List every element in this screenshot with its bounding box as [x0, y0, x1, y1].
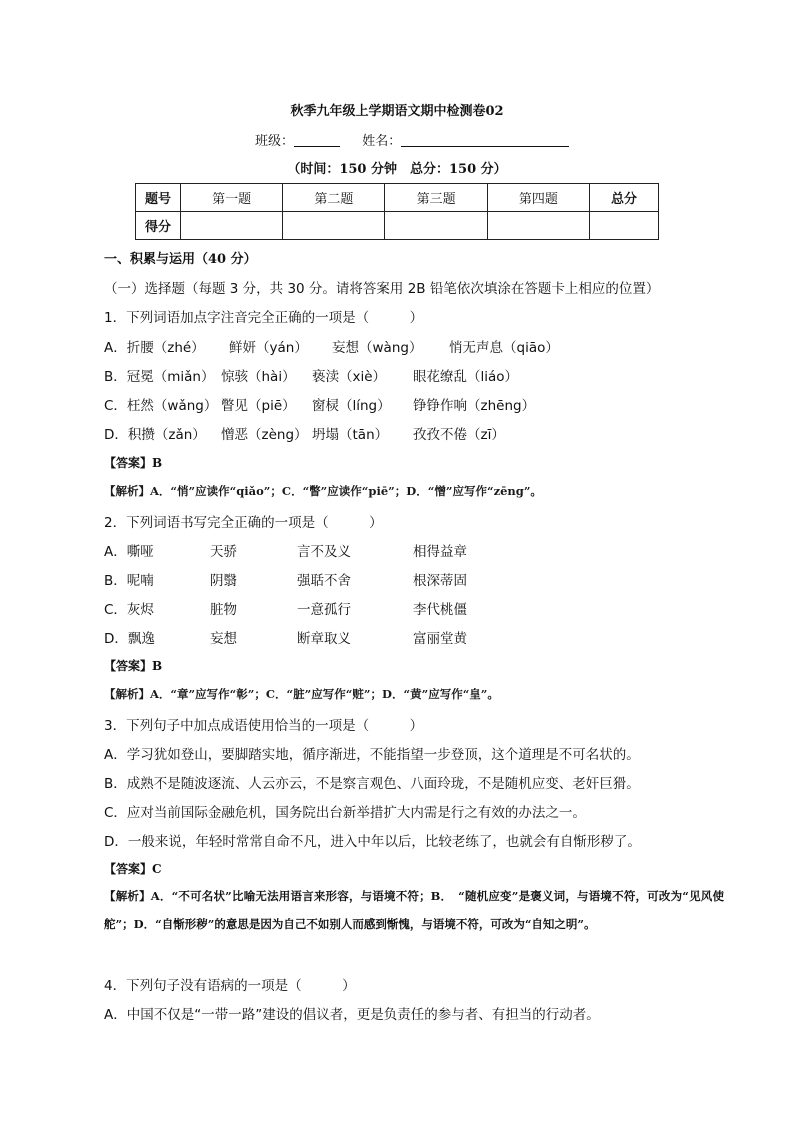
- analysis-paragraph: [104, 882, 724, 938]
- option-text: 根深蒂固: [413, 573, 467, 589]
- option-text[interactable]: B．成熟不是随波逐流、人云亦云，不是察言观色、八面玲珑，不是随机应变、老奸巨猾。: [104, 776, 640, 792]
- option-text[interactable]: C．灰烬: [104, 602, 154, 618]
- answer-line: [104, 454, 162, 471]
- option-text: 强聒不舍: [297, 573, 351, 589]
- option-text[interactable]: A．学习犹如登山，要脚踏实地，循序渐进，不能指望一步登顶，这个道理是不可名状的。: [104, 747, 640, 763]
- option-text: 脏物: [210, 602, 237, 618]
- table-cell: 第二题: [283, 184, 385, 212]
- option-text: 坍塌（tān）: [312, 427, 389, 443]
- analysis-line: [104, 483, 542, 499]
- option-text[interactable]: B．冠冕（miǎn）: [104, 369, 215, 385]
- answer-line: [104, 860, 162, 877]
- answer-tag: 【答案】: [104, 862, 153, 876]
- answer-line: [104, 657, 162, 674]
- table-cell: 题号: [136, 184, 181, 212]
- score-cell[interactable]: [181, 212, 283, 240]
- name-label: 姓名：: [362, 134, 402, 149]
- analysis-text: A．“悄”应读作“qiǎo”；C．“瞥”应读作“piē”；D．“憎”应写作“zēng”。: [150, 484, 542, 498]
- question-stem: 2．下列词语书写完全正确的一项是（ ）: [104, 515, 383, 531]
- table-cell: 总分: [589, 184, 658, 212]
- class-label: 班级：: [255, 134, 295, 149]
- analysis-text: A．“不可名状”比喻无法用语言来形容，与语境不符；B． “随机应变”是褒义词，与语境不符，可改为“见风使舵”；D．“自惭形秽”的意思是因为自己不如别人而感到惭愧，与语境不符，可改为“自知之明”。: [104, 889, 724, 931]
- section-heading: 一、积累与运用（40 分）: [104, 252, 257, 267]
- table-cell: 第四题: [487, 184, 589, 212]
- option-text: 妄想: [210, 631, 237, 647]
- page-title: 秋季九年级上学期语文期中检测卷02: [290, 104, 504, 119]
- question-stem: 3．下列句子中加点成语使用恰当的一项是（ ）: [104, 718, 424, 734]
- option-text: 断章取义: [297, 631, 351, 647]
- analysis-tag: 【解析】: [104, 687, 150, 701]
- option-text: 憎恶（zèng）: [221, 427, 308, 443]
- option-text[interactable]: D．积攒（zǎn）: [104, 427, 206, 443]
- option-text: 妄想（wàng）: [332, 340, 423, 356]
- option-text[interactable]: A．中国不仅是“一带一路”建设的倡议者，更是负责任的参与者、有担当的行动者。: [104, 1007, 600, 1023]
- option-text: 天骄: [210, 544, 237, 560]
- score-cell[interactable]: [283, 212, 385, 240]
- score-cell[interactable]: [487, 212, 589, 240]
- name-blank[interactable]: [401, 134, 569, 147]
- option-text: 李代桃僵: [413, 602, 467, 618]
- option-text[interactable]: A．嘶哑: [104, 544, 154, 560]
- option-text: 相得益章: [413, 544, 467, 560]
- section-subheading: （一）选择题（每题 3 分，共 30 分。请将答案用 2B 铅笔依次填涂在答题卡上相应的位置）: [104, 281, 660, 297]
- option-text: 惊骇（hài）: [221, 369, 296, 385]
- question-stem: 1．下列词语加点字注音完全正确的一项是（ ）: [104, 310, 424, 326]
- class-name-line: [255, 130, 569, 149]
- option-text: 眼花缭乱（liáo）: [413, 369, 519, 385]
- option-text: 铮铮作响（zhēng）: [413, 398, 536, 414]
- score-cell[interactable]: [589, 212, 658, 240]
- analysis-text: A．“章”应写作“彰”；C．“脏”应写作“赃”；D．“黄”应写作“皇”。: [150, 687, 499, 701]
- score-table: [135, 183, 659, 240]
- option-text: 一意孤行: [297, 602, 351, 618]
- table-cell: 得分: [136, 212, 181, 240]
- answer-value: B: [152, 456, 163, 470]
- table-cell: 第一题: [181, 184, 283, 212]
- option-text: 孜孜不倦（zī）: [413, 427, 505, 443]
- score-cell[interactable]: [385, 212, 487, 240]
- analysis-line: [104, 686, 499, 702]
- option-text: 悄无声息（qiāo）: [449, 340, 559, 356]
- answer-value: C: [152, 862, 162, 876]
- answer-tag: 【答案】: [104, 659, 153, 673]
- answer-tag: 【答案】: [104, 456, 153, 470]
- option-text[interactable]: D．飘逸: [104, 631, 155, 647]
- score-table-header-row: [136, 184, 659, 212]
- option-text[interactable]: C．枉然（wǎng）: [104, 398, 218, 414]
- score-table-score-row: [136, 212, 659, 240]
- option-text: 窗棂（líng）: [312, 398, 391, 414]
- analysis-tag: 【解析】: [104, 484, 150, 498]
- option-text[interactable]: C．应对当前国际金融危机，国务院出台新举措扩大内需是行之有效的办法之一。: [104, 805, 586, 821]
- option-text: 亵渎（xiè）: [312, 369, 387, 385]
- table-cell: 第三题: [385, 184, 487, 212]
- option-text: 鲜妍（yán）: [229, 340, 308, 356]
- answer-value: B: [152, 659, 163, 673]
- analysis-tag: 【解析】: [104, 889, 151, 903]
- option-text[interactable]: D．一般来说，年轻时常常自命不凡，进入中年以后，比较老练了，也就会有自惭形秽了。: [104, 834, 641, 850]
- exam-time-note: （时间：150 分钟 总分：150 分）: [287, 162, 507, 177]
- option-text: 瞥见（piē）: [221, 398, 296, 414]
- option-text: 言不及义: [297, 544, 351, 560]
- option-text[interactable]: B．呢喃: [104, 573, 154, 589]
- option-text: 阴翳: [210, 573, 237, 589]
- option-text[interactable]: A．折腰（zhé）: [104, 340, 205, 356]
- option-text: 富丽堂黄: [413, 631, 467, 647]
- class-blank[interactable]: [294, 134, 340, 147]
- question-stem: 4．下列句子没有语病的一项是（ ）: [104, 978, 356, 994]
